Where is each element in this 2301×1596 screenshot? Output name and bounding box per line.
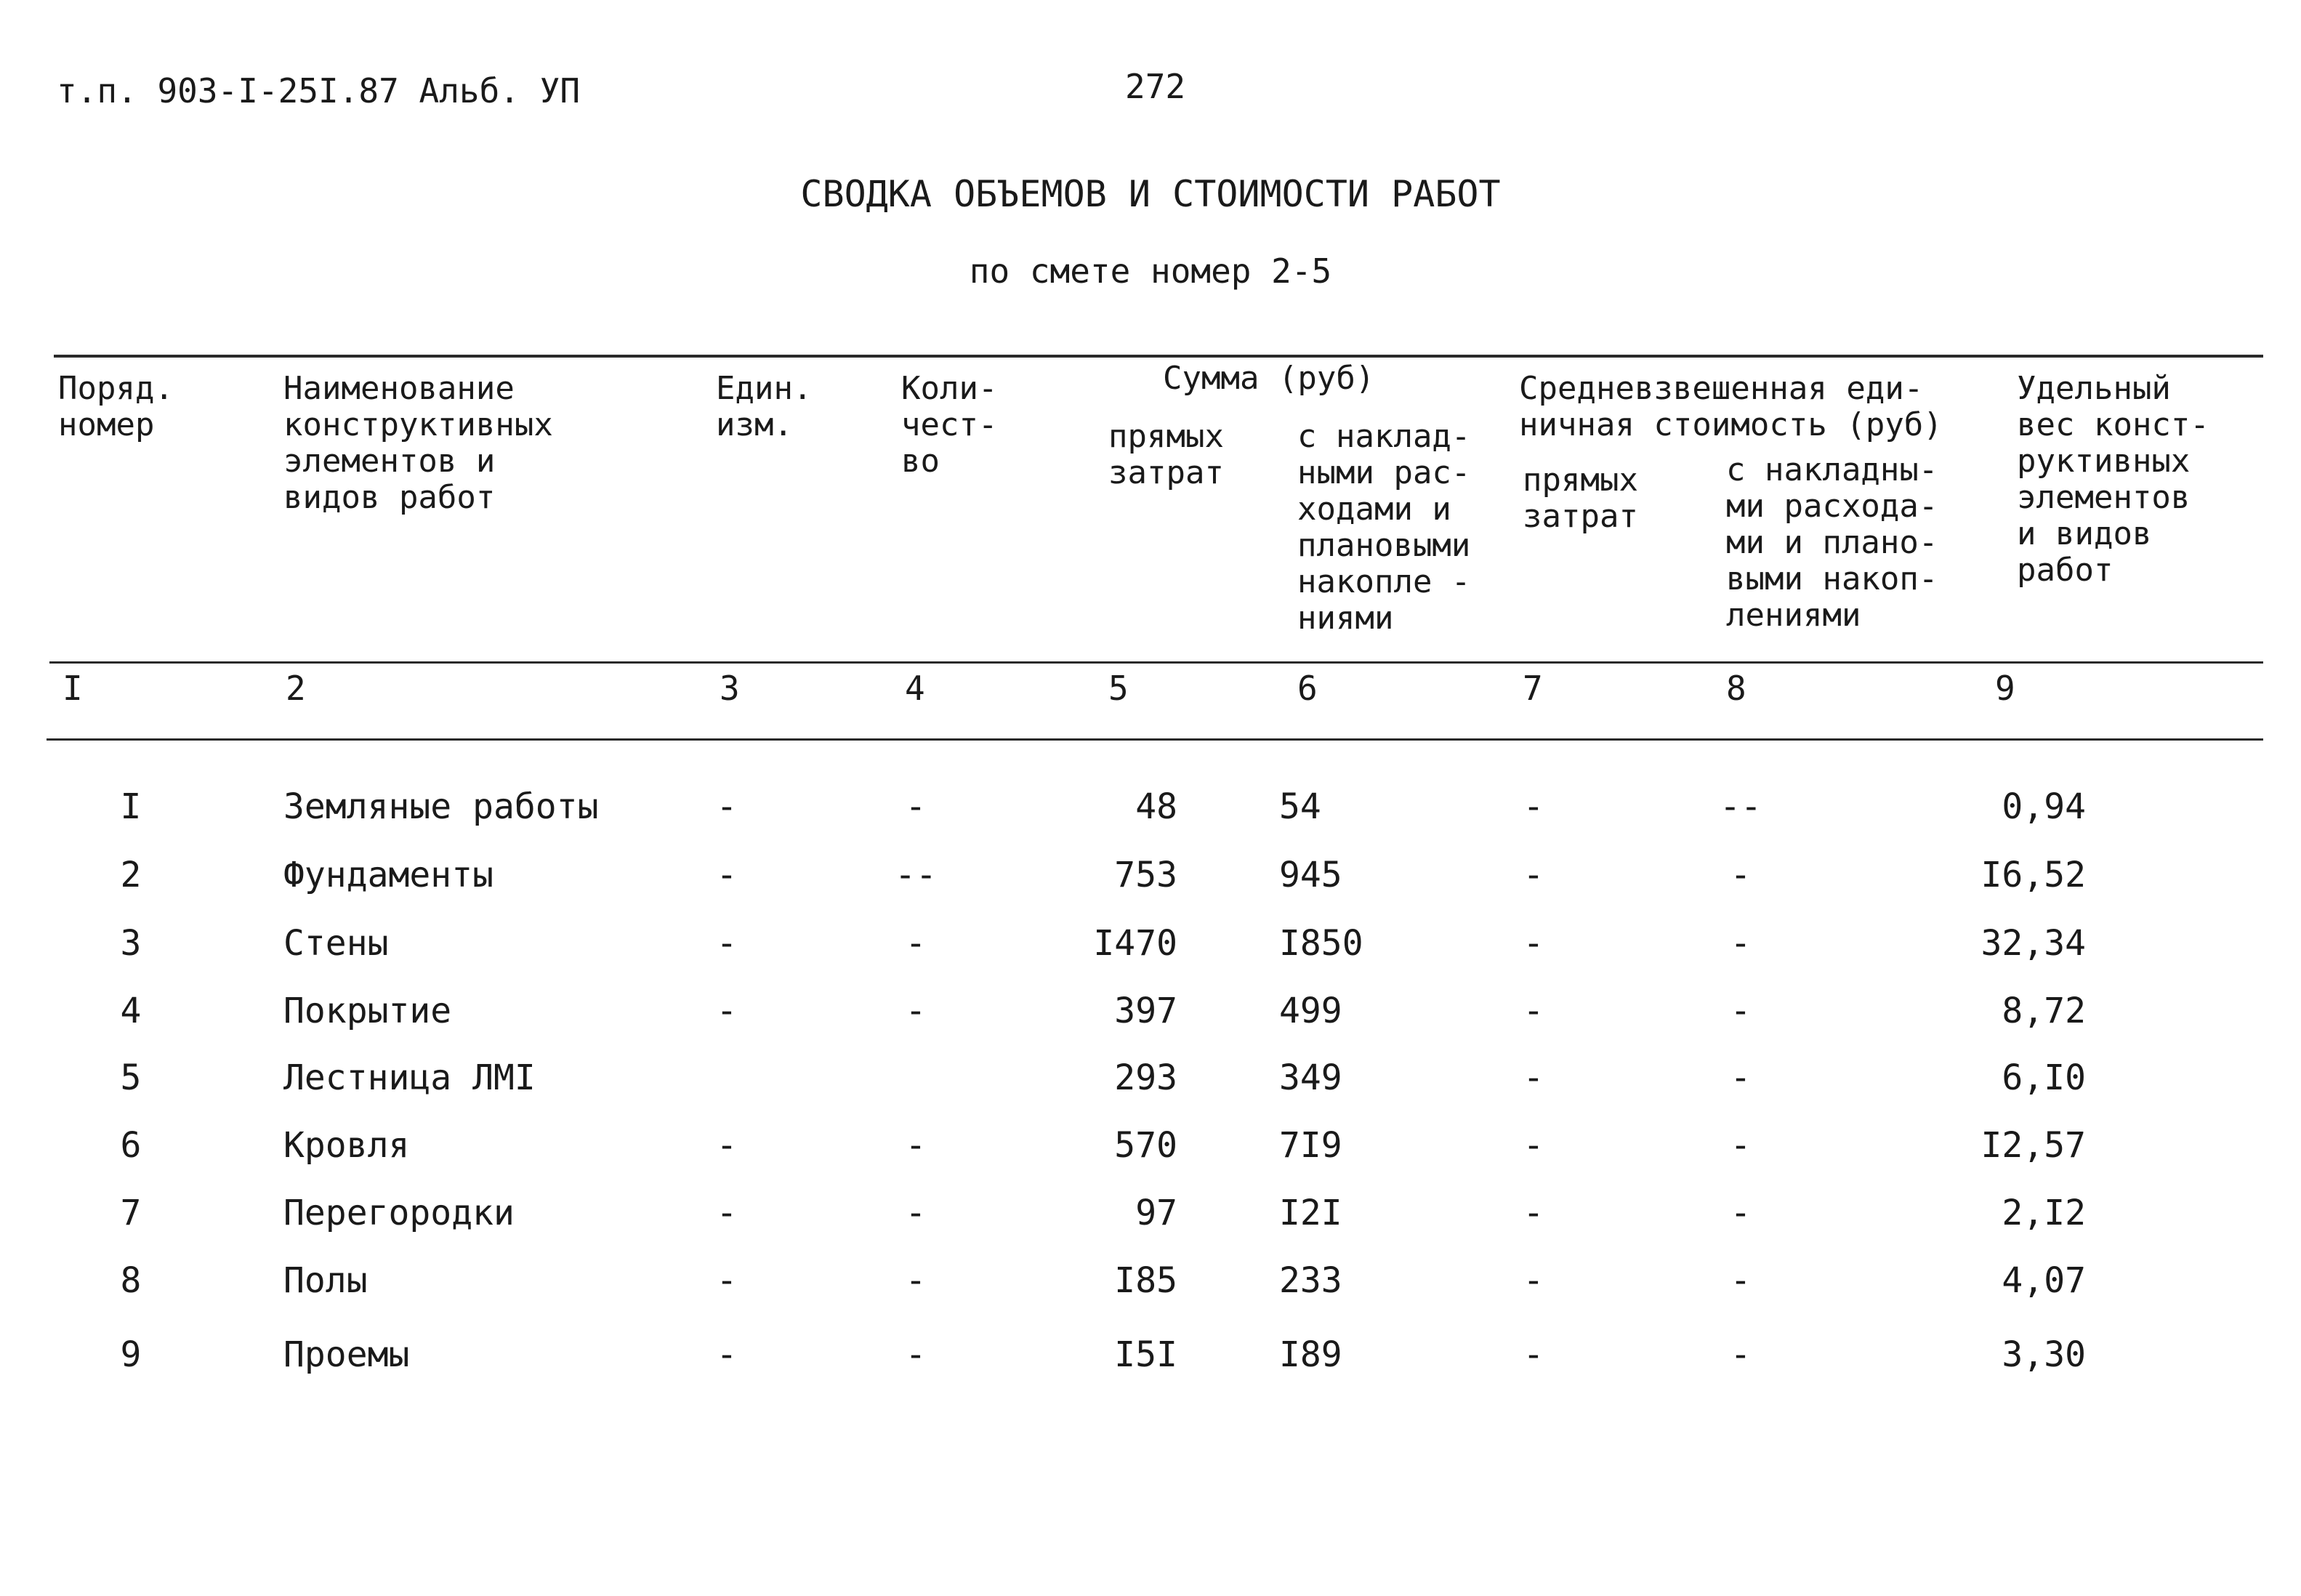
row-unit: - <box>716 1334 738 1375</box>
column-number-3: 3 <box>720 669 740 708</box>
page-number: 272 <box>1125 67 1186 106</box>
row-number: 7 <box>120 1193 142 1233</box>
row-sum-overhead: I89 <box>1279 1334 1342 1375</box>
column-number-8: 8 <box>1726 669 1746 708</box>
header-sum-overhead: с наклад- ными рас- ходами и плановыми накопле - ниями <box>1297 418 1471 637</box>
row-average-overhead: - <box>1730 923 1752 964</box>
row-average-overhead: - <box>1730 991 1752 1031</box>
row-sum-direct: 753 <box>1114 855 1177 895</box>
row-sum-overhead: 54 <box>1279 786 1321 827</box>
row-average-overhead: - <box>1730 1260 1752 1301</box>
row-element-name: Покрытие <box>283 991 452 1031</box>
row-average-direct: - <box>1523 1125 1544 1166</box>
row-sum-direct: 97 <box>1135 1193 1177 1233</box>
row-average-direct: - <box>1523 1260 1544 1301</box>
row-average-overhead: - <box>1730 1334 1752 1375</box>
row-share: 8,72 <box>2002 991 2086 1031</box>
column-number-5: 5 <box>1108 669 1129 708</box>
row-element-name: Перегородки <box>283 1193 515 1233</box>
column-number-1: I <box>63 669 83 708</box>
column-number-9: 9 <box>1995 669 2015 708</box>
row-unit: - <box>716 923 738 964</box>
table-header-rule <box>49 661 2263 664</box>
row-number: 5 <box>120 1057 142 1098</box>
row-unit: - <box>716 1125 738 1166</box>
row-unit: - <box>716 1260 738 1301</box>
row-sum-overhead: 499 <box>1279 991 1342 1031</box>
row-average-direct: - <box>1523 923 1544 964</box>
row-share: 3,30 <box>2002 1334 2086 1375</box>
header-unit: Един. изм. <box>716 370 813 443</box>
header-order-number: Поряд. номер <box>58 370 174 443</box>
row-number: I <box>120 786 142 827</box>
row-share: 2,I2 <box>2002 1193 2086 1233</box>
row-unit: - <box>716 991 738 1031</box>
row-sum-direct: I5I <box>1114 1334 1177 1375</box>
row-number: 4 <box>120 991 142 1031</box>
row-sum-direct: 570 <box>1114 1125 1177 1166</box>
document-subtitle: по смете номер 2-5 <box>969 251 1332 291</box>
header-sum-direct: прямых затрат <box>1108 418 1224 491</box>
header-element-name: Наименование конструктивных элементов и видов работ <box>283 370 553 516</box>
row-unit: - <box>716 786 738 827</box>
row-quantity: -- <box>895 855 937 895</box>
row-number: 2 <box>120 855 142 895</box>
row-element-name: Кровля <box>283 1125 410 1166</box>
row-average-direct: - <box>1523 1193 1544 1233</box>
column-number-4: 4 <box>905 669 925 708</box>
row-sum-direct: 48 <box>1135 786 1177 827</box>
row-average-direct: - <box>1523 991 1544 1031</box>
row-sum-direct: 397 <box>1114 991 1177 1031</box>
row-quantity: - <box>905 1260 927 1301</box>
row-sum-overhead: I2I <box>1279 1193 1342 1233</box>
table-column-number-rule <box>47 738 2263 741</box>
row-share: I6,52 <box>1980 855 2086 895</box>
row-quantity: - <box>905 1125 927 1166</box>
row-average-direct: - <box>1523 855 1544 895</box>
header-share: Удельный вес конст- руктивных элементов и видов работ <box>2017 370 2209 589</box>
column-number-6: 6 <box>1297 669 1318 708</box>
row-element-name: Проемы <box>283 1334 410 1375</box>
row-quantity: - <box>905 1334 927 1375</box>
row-sum-overhead: I850 <box>1279 923 1363 964</box>
row-sum-direct: I85 <box>1114 1260 1177 1301</box>
row-element-name: Земляные работы <box>283 786 599 827</box>
row-average-overhead: -- <box>1720 786 1762 827</box>
row-unit: - <box>716 855 738 895</box>
row-average-overhead: - <box>1730 1057 1752 1098</box>
row-share: 32,34 <box>1980 923 2086 964</box>
document-reference: т.п. 903-I-25I.87 Альб. УП <box>57 71 581 110</box>
row-average-overhead: - <box>1730 1125 1752 1166</box>
row-element-name: Фундаменты <box>283 855 493 895</box>
row-element-name: Стены <box>283 923 389 964</box>
header-average-group: Средневзвешенная еди- ничная стоимость (руб) <box>1519 370 1943 443</box>
column-number-7: 7 <box>1523 669 1543 708</box>
row-number: 3 <box>120 923 142 964</box>
row-average-direct: - <box>1523 786 1544 827</box>
table-top-rule <box>54 355 2263 358</box>
row-number: 6 <box>120 1125 142 1166</box>
row-share: 4,07 <box>2002 1260 2086 1301</box>
row-quantity: - <box>905 1193 927 1233</box>
document-title: СВОДКА ОБЪЕМОВ И СТОИМОСТИ РАБОТ <box>800 173 1501 215</box>
row-sum-direct: I470 <box>1093 923 1177 964</box>
row-sum-overhead: 945 <box>1279 855 1342 895</box>
row-average-overhead: - <box>1730 1193 1752 1233</box>
header-average-overhead: с накладны- ми расхода- ми и плано- выми накоп- лениями <box>1726 451 1938 634</box>
header-average-direct: прямых затрат <box>1523 462 1638 535</box>
row-sum-overhead: 7I9 <box>1279 1125 1342 1166</box>
header-sum-group: Сумма (руб) <box>1163 360 1375 397</box>
column-number-2: 2 <box>286 669 306 708</box>
row-sum-overhead: 349 <box>1279 1057 1342 1098</box>
header-quantity: Коли- чест- во <box>901 370 998 480</box>
row-sum-direct: 293 <box>1114 1057 1177 1098</box>
row-average-direct: - <box>1523 1334 1544 1375</box>
row-quantity: - <box>905 786 927 827</box>
row-share: 6,I0 <box>2002 1057 2086 1098</box>
row-number: 9 <box>120 1334 142 1375</box>
row-quantity: - <box>905 923 927 964</box>
row-element-name: Лестница ЛМI <box>283 1057 536 1098</box>
row-average-overhead: - <box>1730 855 1752 895</box>
row-share: I2,57 <box>1980 1125 2086 1166</box>
row-quantity: - <box>905 991 927 1031</box>
row-sum-overhead: 233 <box>1279 1260 1342 1301</box>
row-number: 8 <box>120 1260 142 1301</box>
row-element-name: Полы <box>283 1260 368 1301</box>
row-unit: - <box>716 1193 738 1233</box>
row-share: 0,94 <box>2002 786 2086 827</box>
row-average-direct: - <box>1523 1057 1544 1098</box>
